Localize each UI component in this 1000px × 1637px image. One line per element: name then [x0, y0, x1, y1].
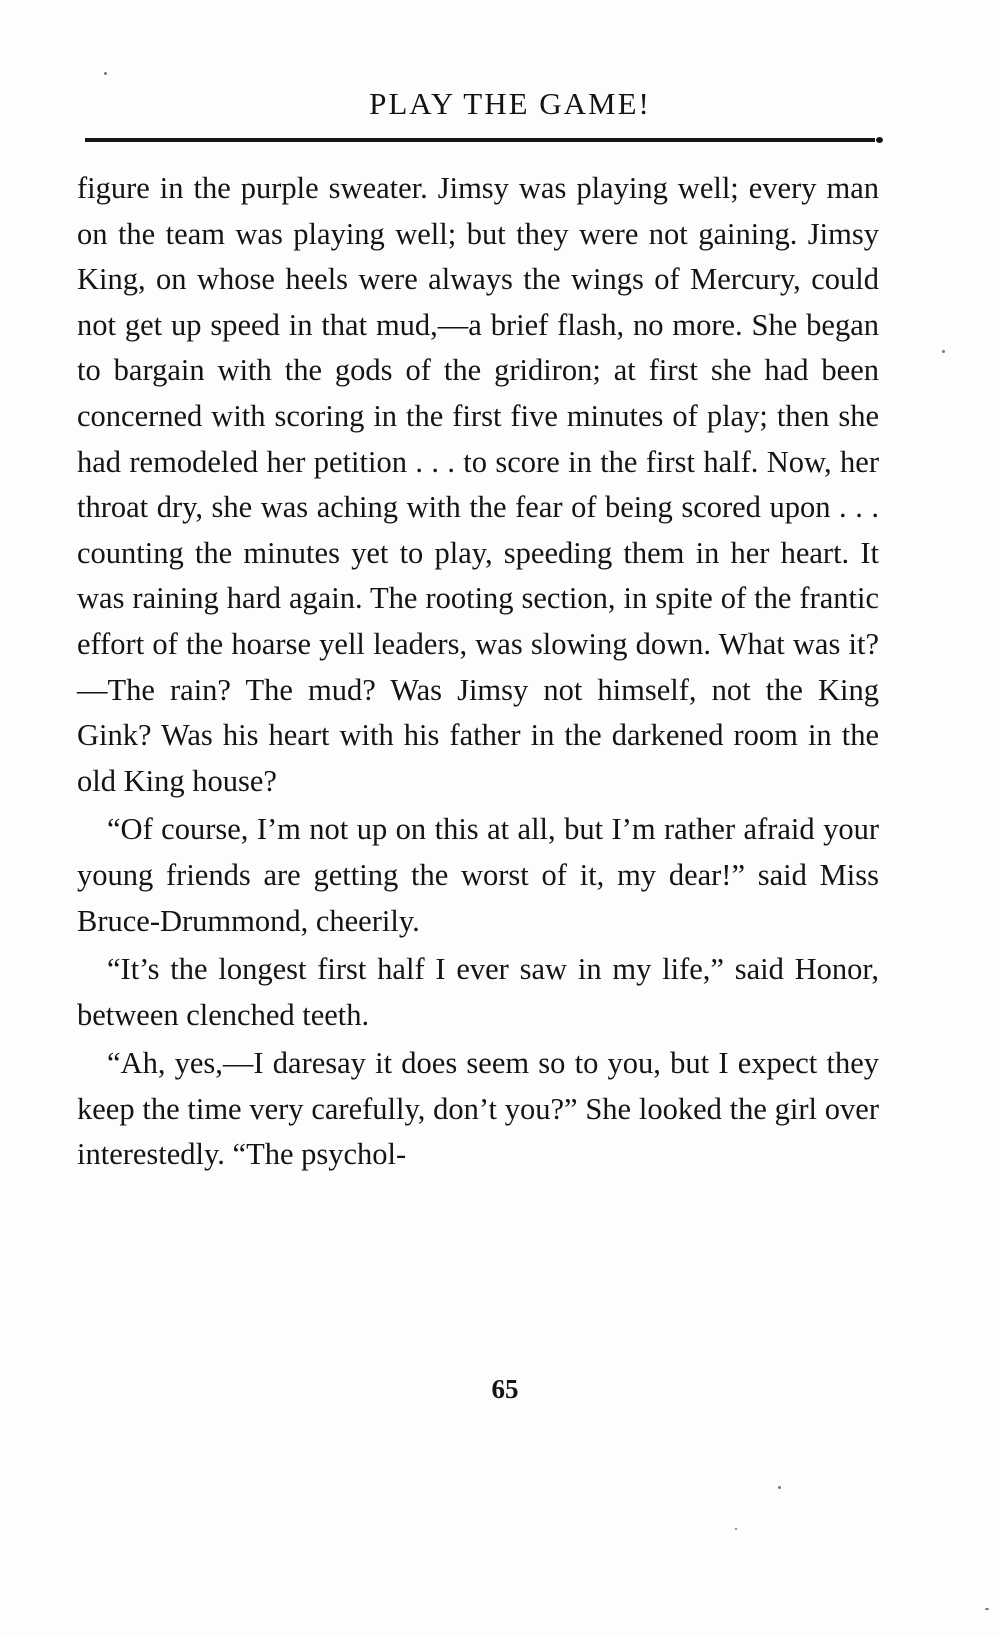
scan-speck — [942, 350, 945, 353]
paragraph-2: “Of course, I’m not up on this at all, but I’m rather afraid your young friends are getting the worst of it, my dear!” said Miss Bruce-Drummond, cheerily. — [77, 812, 879, 938]
body-text — [77, 166, 879, 1178]
header-rule — [85, 138, 875, 142]
scan-speck — [985, 1608, 989, 1610]
scan-speck — [104, 72, 107, 75]
running-head: PLAY THE GAME! — [369, 86, 651, 121]
rule-end-dot — [876, 137, 883, 143]
scan-speck — [778, 1486, 781, 1489]
paragraph-1: figure in the purple sweater. Jimsy was playing well; every man on the team was playing well; but they were not gaining. Jimsy King, on whose heels were always the wings of Mercury, could not get up speed in that mud,—a brief flash, no more. She began to bargain with the gods of the gridiron; at first she had been concerned with scoring in the first five minutes of play; then she had remodeled her petition . . . to score in the first half. Now, her throat dry, she was aching with the fear of being scored upon . . . counting the minutes yet to play, speeding them in her heart. It was raining hard again. The rooting section, in spite of the frantic effort of the hoarse yell leaders, was slowing down. What was it?—The rain? The mud? Was Jimsy not himself, not the King Gink? Was his heart with his father in the darkened room in the old King house? — [77, 171, 879, 798]
paragraph-3: “It’s the longest first half I ever saw in my life,” said Honor, between clenched teeth. — [77, 952, 879, 1032]
scan-speck — [735, 1528, 737, 1530]
page-number: 65 — [491, 1374, 519, 1404]
paragraph-4: “Ah, yes,—I daresay it does seem so to you, but I expect they keep the time very carefully, don’t you?” She looked the girl over interestedly. “The psychol- — [77, 1046, 879, 1172]
